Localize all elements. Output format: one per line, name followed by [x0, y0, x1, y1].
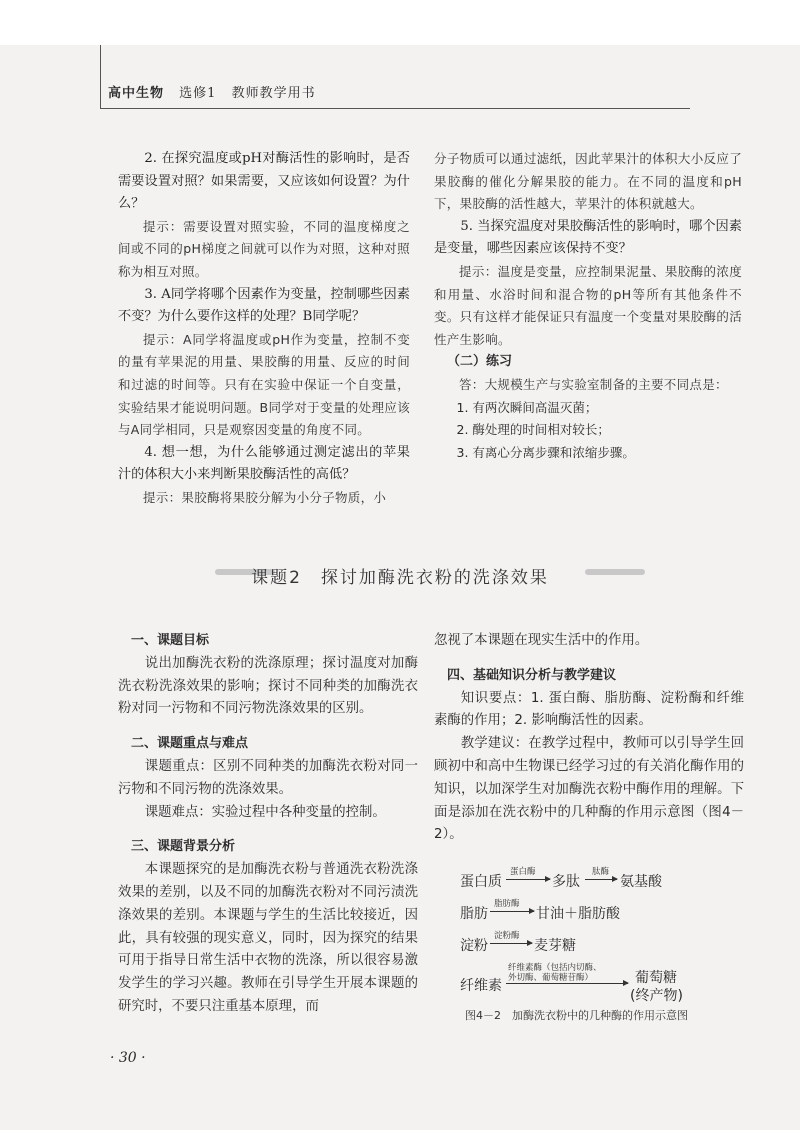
title-bar-right — [585, 569, 645, 575]
right-column-bottom — [434, 630, 744, 847]
question-4: 4. 想一想，为什么能够通过测定滤出的苹果汁的体积大小来判断果胶酶活性的高低？ — [118, 444, 410, 483]
question-3: 3. A同学将哪个因素作为变量，控制哪些因素不变？为什么要作这样的处理？B同学呢？ — [118, 286, 410, 325]
node-starch: 淀粉 — [460, 938, 488, 954]
answer-item-2: 2. 酶处理的时间相对较长； — [456, 422, 610, 438]
label-cellulase-1: 纤维素酶（包括内切酶、 — [508, 963, 602, 973]
header-rule — [100, 108, 690, 109]
header-vertical-rule — [100, 45, 101, 108]
arrow-protein — [506, 879, 550, 880]
node-glucose: 葡萄糖 — [635, 970, 677, 986]
node-peptide: 多肽 — [552, 874, 580, 890]
node-glycerol: 甘油＋脂肪酸 — [536, 906, 620, 922]
section-title: 课题2 探讨加酶洗衣粉的洗涤效果 — [251, 568, 549, 588]
hint-4-continued: 分子物质可以通过滤纸，因此苹果汁的体积大小反应了果胶酶的催化分解果胶的能力。在不同的温度和pH下，果胶酶的活性越大，苹果汁的体积就越大。 — [434, 151, 742, 212]
arrow-fat — [490, 911, 534, 912]
hint-5: 提示：温度是变量，应控制果泥量、果胶酶的浓度和用量、水浴时间和混合物的pH等所有其他条件不变。只有这样才能保证只有温度一个变量对果胶酶的活性产生影响。 — [434, 263, 742, 347]
label-cellulase-2: 外切酶、葡萄糖苷酶） — [508, 973, 594, 983]
hint-4: 提示：果胶酶将果胶分解为小分子物质，小 — [143, 489, 387, 505]
header-subject: 高中生物 — [108, 86, 165, 101]
node-end-product: (终产物) — [630, 988, 683, 1004]
arrow-cellulose — [506, 983, 628, 984]
teaching-advice: 教学建议：在教学过程中，教师可以引导学生回顾初中和高中生物课已经学习过的有关消化酶作用的知识，以加深学生对加酶洗衣粉中酶作用的理解。下面是添加在洗衣粉中的几种酶的作用示意图（图4－2）。 — [434, 736, 744, 843]
heading-background: 三、课题背景分析 — [131, 839, 236, 855]
label-lipase: 脂肪酶 — [494, 899, 520, 909]
top-margin — [0, 0, 800, 45]
answer-item-1: 1. 有两次瞬间高温灭菌； — [456, 399, 598, 415]
heading-knowledge: 四、基础知识分析与教学建议 — [447, 667, 617, 683]
node-fat: 脂肪 — [460, 906, 488, 922]
label-protease: 蛋白酶 — [510, 867, 536, 877]
practice-answer: 答：大规模生产与实验室制备的主要不同点是： — [459, 376, 728, 392]
node-protein: 蛋白质 — [460, 874, 502, 890]
question-5: 5. 当探究温度对果胶酶活性的影响时，哪个因素是变量，哪些因素应该保持不变？ — [434, 218, 742, 257]
left-column-bottom — [118, 630, 418, 1019]
label-peptidase: 肽酶 — [592, 867, 610, 877]
figure-caption: 图4－2 加酶洗衣粉中的几种酶的作用示意图 — [465, 1009, 688, 1022]
header-module: 选修1 — [179, 86, 217, 101]
running-header — [108, 82, 326, 101]
heading-objectives: 一、课题目标 — [131, 633, 210, 648]
header-book: 教师教学用书 — [231, 86, 316, 101]
background-continued: 忽视了本课题在现实生活中的作用。 — [434, 633, 649, 648]
hint-2: 提示：需要设置对照实验，不同的温度梯度之间或不同的pH梯度之间就可以作为对照，这种对照称为相互对照。 — [118, 218, 410, 279]
objectives-text: 说出加酶洗衣粉的洗涤原理；探讨温度对加酶洗衣粉洗涤效果的影响；探讨不同种类的加酶洗衣粉对同一污物和不同污物洗涤效果的区别。 — [118, 655, 418, 717]
arrow-peptide — [585, 879, 617, 880]
knowledge-points: 知识要点：1. 蛋白酶、脂肪酶、淀粉酶和纤维素酶的作用；2. 影响酶活性的因素。 — [434, 690, 744, 729]
focus-difficulty: 课题难点：实验过程中各种变量的控制。 — [144, 804, 386, 820]
heading-focus: 二、课题重点与难点 — [131, 736, 249, 752]
node-maltose: 麦芽糖 — [534, 938, 576, 954]
node-cellulose: 纤维素 — [460, 978, 502, 994]
hint-3: 提示：A同学将温度或pH作为变量，控制不变的量有苹果泥的用量、果胶酶的用量、反应的时间和过滤的时间等。只有在实验中保证一个自变量，实验结果才能说明问题。B同学对于变量的处理应该与A同学相同，只是观察因变量的角度不同。 — [118, 331, 410, 438]
right-column-top — [434, 148, 742, 464]
node-amino-acid: 氨基酸 — [620, 874, 662, 890]
arrow-starch — [490, 943, 532, 944]
left-column-top — [118, 148, 410, 510]
page-number: · 30 · — [110, 1050, 146, 1066]
question-2: 2. 在探究温度或pH对酶活性的影响时，是否需要设置对照？如果需要，又应该如何设置？为什么？ — [118, 151, 410, 212]
label-amylase: 淀粉酶 — [494, 931, 520, 941]
answer-item-3: 3. 有离心分离步骤和浓缩步骤。 — [456, 444, 635, 460]
practice-heading: （二）练习 — [447, 354, 513, 370]
focus-key: 课题重点：区别不同种类的加酶洗衣粉对同一污物和不同污物的洗涤效果。 — [118, 758, 418, 797]
background-text: 本课题探究的是加酶洗衣粉与普通洗衣粉洗涤效果的差别，以及不同的加酶洗衣粉对不同污渍洗涤效果的差别。本课题与学生的生活比较接近，因此，具有较强的现实意义，同时，因为探究的结果可用于指导日常生活中衣物的洗涤，所以很容易激发学生的学习兴趣。教师在引导学生开展本课题的研究时，不要只注重基本原理，而 — [118, 862, 418, 1014]
